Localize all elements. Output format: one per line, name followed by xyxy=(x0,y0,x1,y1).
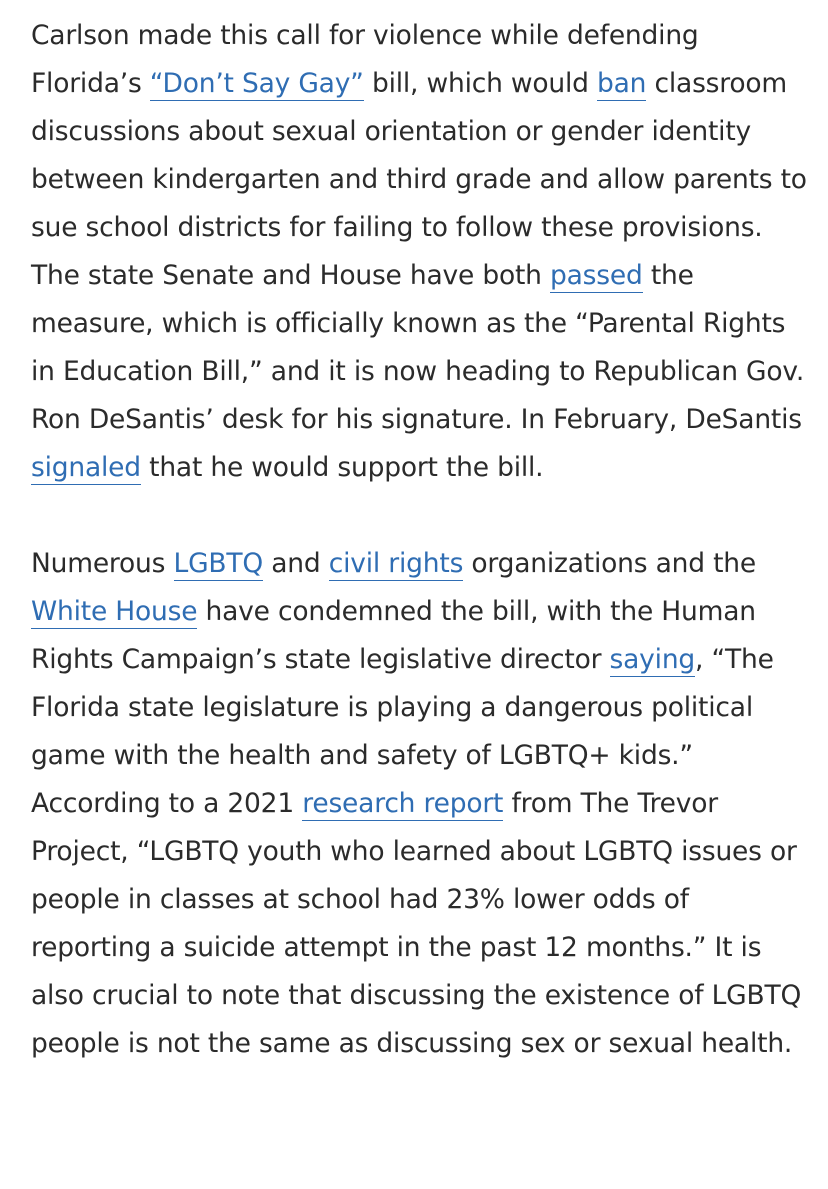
link-research-report[interactable]: research report xyxy=(302,788,504,819)
text: from The Trevor Project, “LGBTQ youth who learned about LGBTQ issues or people in classes at school had 23% lower odds of reporting a suicide attempt in the past 12 months.” It is also crucial to note that discussing the existence of LGBTQ people is not the same as discussing sex or sexual health. xyxy=(31,788,802,1059)
text: , “The Florida state legislature is playing a dangerous political game with the health and safety of LGBTQ+ kids.” According to a 2021 xyxy=(31,644,774,819)
link-signaled[interactable]: signaled xyxy=(31,452,141,483)
link-civil-rights[interactable]: civil rights xyxy=(328,548,464,579)
paragraph-1 xyxy=(31,12,811,492)
text: have condemned the bill, with the Human Rights Campaign’s state legislative director xyxy=(31,596,756,675)
text: Numerous xyxy=(31,548,174,579)
article-body xyxy=(31,12,811,1068)
link-lgbtq[interactable]: LGBTQ xyxy=(173,548,264,579)
link-ban[interactable]: ban xyxy=(597,68,647,99)
text: organizations and the xyxy=(463,548,756,579)
link-passed[interactable]: passed xyxy=(549,260,643,291)
link-white-house[interactable]: White House xyxy=(31,596,198,627)
text: and xyxy=(263,548,329,579)
paragraph-2 xyxy=(31,540,811,1068)
text: classroom discussions about sexual orientation or gender identity between kindergarten and third grade and allow parents to sue school districts for failing to follow these provisions. The state Senate and House have both xyxy=(31,68,807,291)
text: Carlson made this call for violence while defending Florida’s xyxy=(31,20,699,99)
text: bill, which would xyxy=(363,68,598,99)
link-dont-say-gay[interactable]: “Don’t Say Gay” xyxy=(149,68,364,99)
link-saying[interactable]: saying xyxy=(609,644,696,675)
text: the measure, which is officially known as the “Parental Rights in Education Bill,” and it is now heading to Republican Gov. Ron DeSantis’ desk for his signature. In February, DeSantis xyxy=(31,260,805,435)
text: that he would support the bill. xyxy=(140,452,544,483)
